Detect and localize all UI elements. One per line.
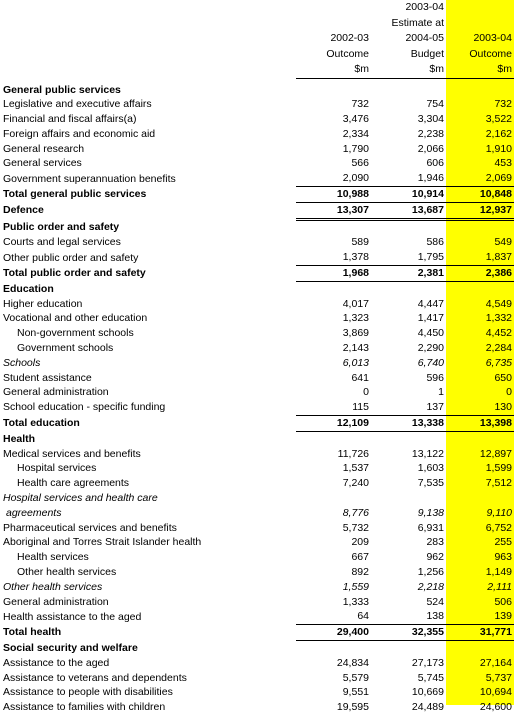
header-cell [296, 16, 371, 32]
value-2002-03-outcome: 13,307 [296, 202, 371, 219]
table-row [0, 97, 514, 112]
header-cell [296, 0, 371, 16]
value-2002-03-outcome: 3,476 [342, 113, 369, 126]
header-cell: 2002-03 [330, 32, 369, 44]
value-2003-04-outcome: 10,694 [479, 686, 512, 699]
value-2002-03-outcome: 589 [351, 236, 369, 249]
header-cell: 2003-04 [405, 1, 444, 13]
row-label: Assistance to families with children [3, 701, 166, 714]
value-2003-04-outcome: 13,398 [446, 416, 514, 432]
table-row [0, 595, 514, 610]
row-label: Courts and legal services [3, 236, 121, 249]
value-2002-03-outcome: 5,579 [342, 671, 369, 684]
value-2003-04-outcome: 2,069 [485, 172, 512, 185]
table-row [0, 341, 514, 356]
row-label: Schools [3, 356, 41, 369]
value-2003-04-outcome [446, 219, 514, 235]
row-label: Health assistance to the aged [3, 610, 142, 623]
value-2002-03-outcome: 566 [351, 157, 369, 170]
value-2003-04-estimate [371, 491, 446, 506]
header-cell [0, 16, 296, 32]
value-2003-04-estimate: 1,946 [417, 172, 444, 185]
table-row [0, 112, 514, 127]
value-2003-04-estimate: 10,914 [371, 187, 446, 203]
table-row [0, 326, 514, 341]
value-2003-04-estimate: 2,066 [417, 142, 444, 155]
value-2003-04-estimate: 13,338 [371, 416, 446, 432]
row-label: Higher education [3, 297, 83, 310]
table-row [0, 491, 514, 506]
row-label: Legislative and executive affairs [3, 98, 152, 111]
row-label: Defence [3, 204, 44, 217]
value-2002-03-outcome: 29,400 [296, 625, 371, 641]
value-2003-04-estimate [371, 640, 446, 655]
value-2002-03-outcome: 1,790 [342, 142, 369, 155]
table-row [0, 685, 514, 700]
row-label: Total education [3, 417, 80, 430]
row-label: Foreign affairs and economic aid [3, 127, 156, 140]
value-2003-04-estimate: 1,603 [417, 462, 444, 475]
value-2003-04-outcome: 10,848 [446, 187, 514, 203]
header-cell [0, 62, 296, 78]
row-label: General services [3, 157, 82, 170]
row-label: Health [3, 432, 36, 445]
value-2002-03-outcome: 1,333 [342, 595, 369, 608]
value-2003-04-outcome: 2,386 [446, 266, 514, 282]
row-label: Non-government schools [17, 327, 134, 340]
value-2003-04-outcome: 139 [494, 610, 512, 623]
header-row [0, 62, 514, 78]
row-label: Social security and welfare [3, 641, 138, 654]
value-2003-04-estimate: 283 [426, 536, 444, 549]
value-2002-03-outcome: 1,968 [296, 266, 371, 282]
value-2003-04-estimate: 24,489 [411, 701, 444, 714]
value-2003-04-outcome: 6,735 [485, 356, 512, 369]
value-2002-03-outcome: 3,869 [342, 327, 369, 340]
row-label: agreements [6, 506, 62, 519]
row-label: Other health services [17, 566, 117, 578]
total-row [0, 266, 514, 282]
value-2003-04-estimate: 524 [426, 595, 444, 608]
table-row [0, 371, 514, 386]
value-2003-04-outcome: 2,111 [487, 580, 512, 593]
row-label: Other health services [3, 580, 103, 593]
value-2002-03-outcome: 7,240 [342, 477, 369, 490]
row-label: Pharmaceutical services and benefits [3, 521, 177, 534]
table-row [0, 506, 514, 521]
header-cell: Outcome [326, 47, 369, 60]
value-2002-03-outcome: 9,551 [342, 686, 369, 699]
value-2003-04-outcome: 3,522 [485, 113, 512, 126]
total-row [0, 416, 514, 432]
value-2003-04-estimate: 3,304 [417, 113, 444, 126]
value-2002-03-outcome: 1,559 [342, 580, 369, 593]
row-label: Public order and safety [3, 220, 120, 233]
table-row [0, 250, 514, 265]
table-row [0, 400, 514, 415]
value-2002-03-outcome: 209 [351, 536, 369, 549]
section-heading-row [0, 83, 514, 98]
value-2003-04-estimate: 962 [426, 551, 444, 564]
value-2003-04-estimate: 2,290 [417, 342, 444, 355]
value-2002-03-outcome: 1,378 [342, 251, 369, 264]
header-cell: Estimate at [391, 16, 444, 29]
row-label: Other public order and safety [3, 251, 139, 264]
row-label: Hospital services [17, 462, 97, 475]
value-2002-03-outcome: 12,109 [296, 416, 371, 432]
value-2003-04-estimate: 6,931 [417, 521, 444, 534]
value-2003-04-outcome: 2,162 [485, 127, 512, 140]
header-row [0, 47, 514, 63]
value-2003-04-estimate: 4,450 [417, 327, 444, 340]
table-body [0, 83, 514, 715]
total-row [0, 187, 514, 203]
value-2003-04-outcome: 2,284 [485, 342, 512, 355]
row-label: Health care agreements [17, 477, 130, 490]
value-2003-04-outcome: 4,549 [485, 297, 512, 310]
value-2002-03-outcome [296, 219, 371, 235]
value-2002-03-outcome [296, 491, 371, 506]
value-2002-03-outcome: 24,834 [336, 656, 369, 669]
header-cell: $m [446, 62, 514, 78]
header-cell: 2004-05 [405, 32, 444, 44]
table-row [0, 521, 514, 536]
value-2002-03-outcome: 2,143 [342, 342, 369, 355]
value-2003-04-estimate: 1,795 [417, 251, 444, 264]
value-2003-04-estimate: 596 [426, 371, 444, 384]
table-row [0, 565, 514, 580]
header-row [0, 0, 514, 16]
header-cell: 2003-04 [473, 32, 512, 44]
value-2003-04-outcome: 31,771 [446, 625, 514, 641]
header-cell: $m [371, 62, 446, 78]
header-cell: Budget [410, 47, 444, 60]
value-2002-03-outcome: 115 [352, 401, 369, 414]
table-row [0, 171, 514, 186]
table-row [0, 476, 514, 491]
value-2003-04-estimate: 1 [438, 386, 444, 399]
value-2002-03-outcome: 732 [351, 98, 369, 111]
value-2003-04-outcome: 27,164 [479, 656, 512, 669]
value-2002-03-outcome [296, 281, 371, 296]
row-label: Assistance to veterans and dependents [3, 671, 187, 684]
value-2003-04-estimate: 27,173 [411, 656, 444, 669]
value-2003-04-estimate: 13,122 [411, 447, 444, 460]
value-2002-03-outcome: 11,726 [337, 447, 369, 460]
value-2003-04-estimate [371, 431, 446, 446]
value-2003-04-estimate: 138 [426, 610, 444, 623]
value-2003-04-estimate: 606 [426, 157, 444, 170]
row-label: General administration [3, 386, 109, 399]
value-2003-04-outcome: 9,110 [486, 506, 512, 519]
row-label: Government schools [17, 342, 114, 355]
value-2002-03-outcome: 6,013 [342, 356, 369, 369]
value-2003-04-outcome: 1,910 [485, 142, 512, 155]
header-cell [0, 47, 296, 63]
value-2002-03-outcome: 10,988 [296, 187, 371, 203]
value-2003-04-estimate: 754 [426, 98, 444, 111]
value-2003-04-estimate [371, 219, 446, 235]
table-row [0, 311, 514, 326]
table-row [0, 385, 514, 400]
row-label: General administration [3, 595, 109, 608]
header-cell [0, 31, 296, 47]
value-2003-04-outcome: 24,600 [479, 701, 512, 714]
value-2003-04-estimate: 7,535 [417, 477, 444, 490]
value-2003-04-outcome: 5,737 [485, 671, 512, 684]
value-2003-04-estimate: 2,218 [417, 580, 444, 593]
row-label: Assistance to people with disabilities [3, 686, 173, 699]
value-2003-04-estimate: 1,256 [417, 566, 444, 578]
header-cell: $m [296, 62, 371, 78]
row-label: Total health [3, 626, 62, 639]
value-2002-03-outcome: 2,090 [342, 172, 369, 185]
value-2003-04-outcome: 453 [494, 157, 512, 170]
value-2003-04-estimate: 32,355 [371, 625, 446, 641]
value-2003-04-estimate: 13,687 [371, 202, 446, 219]
value-2002-03-outcome: 2,334 [342, 127, 369, 140]
value-2002-03-outcome: 64 [357, 610, 369, 623]
row-label: Health services [17, 551, 89, 564]
row-label: Aboriginal and Torres Strait Islander health [3, 536, 202, 549]
row-label: School education - specific funding [3, 401, 166, 414]
header-cell [0, 0, 296, 16]
value-2003-04-estimate: 9,138 [417, 506, 444, 519]
value-2003-04-outcome: 0 [506, 386, 512, 399]
value-2003-04-estimate: 2,238 [417, 127, 444, 140]
value-2002-03-outcome [296, 83, 371, 98]
table-row [0, 447, 514, 462]
value-2002-03-outcome: 8,776 [342, 506, 369, 519]
value-2003-04-estimate: 1,417 [417, 312, 444, 325]
value-2002-03-outcome: 5,732 [342, 521, 369, 534]
value-2002-03-outcome [296, 431, 371, 446]
value-2002-03-outcome [296, 640, 371, 655]
table-row [0, 700, 514, 715]
value-2002-03-outcome: 0 [363, 386, 369, 399]
table-row [0, 671, 514, 686]
section-heading-row [0, 431, 514, 446]
table-row [0, 156, 514, 171]
value-2003-04-outcome [446, 431, 514, 446]
row-label: Assistance to the aged [3, 656, 110, 669]
row-label: Total general public services [3, 188, 147, 201]
value-2002-03-outcome: 4,017 [342, 297, 369, 310]
value-2003-04-outcome: 7,512 [485, 477, 512, 490]
value-2003-04-outcome: 1,332 [485, 312, 512, 325]
value-2002-03-outcome: 641 [351, 371, 369, 384]
header-cell [446, 16, 514, 32]
value-2003-04-outcome [446, 640, 514, 655]
header-cell: Outcome [469, 47, 512, 60]
value-2003-04-estimate: 5,745 [417, 671, 444, 684]
table-row [0, 142, 514, 157]
value-2003-04-outcome [446, 83, 514, 98]
total-row [0, 625, 514, 641]
table-row [0, 535, 514, 550]
section-heading-row [0, 281, 514, 296]
row-label: Hospital services and health care [3, 492, 158, 505]
value-2003-04-estimate: 2,381 [371, 266, 446, 282]
table-row [0, 550, 514, 565]
table-row [0, 356, 514, 371]
value-2002-03-outcome: 1,323 [342, 312, 369, 325]
value-2003-04-estimate: 6,740 [417, 356, 444, 369]
row-label: Medical services and benefits [3, 447, 141, 460]
table-row [0, 656, 514, 671]
value-2003-04-outcome [446, 491, 514, 506]
section-heading-row [0, 640, 514, 655]
value-2002-03-outcome: 19,595 [336, 701, 369, 714]
row-label: Financial and fiscal affairs(a) [3, 113, 137, 126]
value-2003-04-estimate: 137 [426, 401, 444, 414]
value-2003-04-estimate: 10,669 [411, 686, 444, 699]
value-2003-04-outcome: 12,897 [479, 447, 512, 460]
table-row [0, 461, 514, 476]
value-2003-04-estimate [371, 281, 446, 296]
value-2003-04-outcome: 130 [494, 401, 512, 414]
value-2003-04-outcome: 650 [494, 371, 512, 384]
header-cell [446, 0, 514, 16]
value-2003-04-outcome: 12,937 [446, 202, 514, 219]
table-row [0, 609, 514, 624]
value-2003-04-outcome: 6,752 [485, 521, 512, 534]
value-2003-04-outcome: 732 [494, 98, 512, 111]
value-2003-04-estimate: 4,447 [417, 297, 444, 310]
table-row [0, 580, 514, 595]
value-2003-04-outcome: 549 [494, 236, 512, 249]
value-2002-03-outcome: 1,537 [342, 462, 369, 475]
table-row [0, 127, 514, 142]
row-label: Government superannuation benefits [3, 172, 176, 185]
row-label: Education [3, 282, 54, 295]
table-row [0, 297, 514, 312]
header-row [0, 16, 514, 32]
value-2003-04-outcome: 255 [494, 536, 512, 549]
value-2003-04-estimate [371, 83, 446, 98]
value-2003-04-outcome: 963 [494, 551, 512, 564]
value-2003-04-outcome: 4,452 [485, 327, 512, 340]
value-2003-04-outcome: 1,149 [485, 566, 512, 578]
row-label: Total public order and safety [3, 267, 146, 280]
row-label: Student assistance [3, 371, 92, 384]
value-2003-04-outcome: 506 [494, 595, 512, 608]
row-label: General public services [3, 83, 121, 96]
value-2002-03-outcome: 892 [351, 566, 369, 578]
row-label: Vocational and other education [3, 312, 148, 325]
value-2003-04-outcome [446, 281, 514, 296]
header-row [0, 31, 514, 47]
value-2003-04-estimate: 586 [426, 236, 444, 249]
value-2002-03-outcome: 667 [351, 551, 369, 564]
value-2003-04-outcome: 1,837 [485, 251, 512, 264]
value-2003-04-outcome: 1,599 [485, 462, 512, 475]
total-row [0, 202, 514, 219]
table-row [0, 235, 514, 250]
row-label: General research [3, 142, 85, 155]
section-heading-row [0, 219, 514, 235]
